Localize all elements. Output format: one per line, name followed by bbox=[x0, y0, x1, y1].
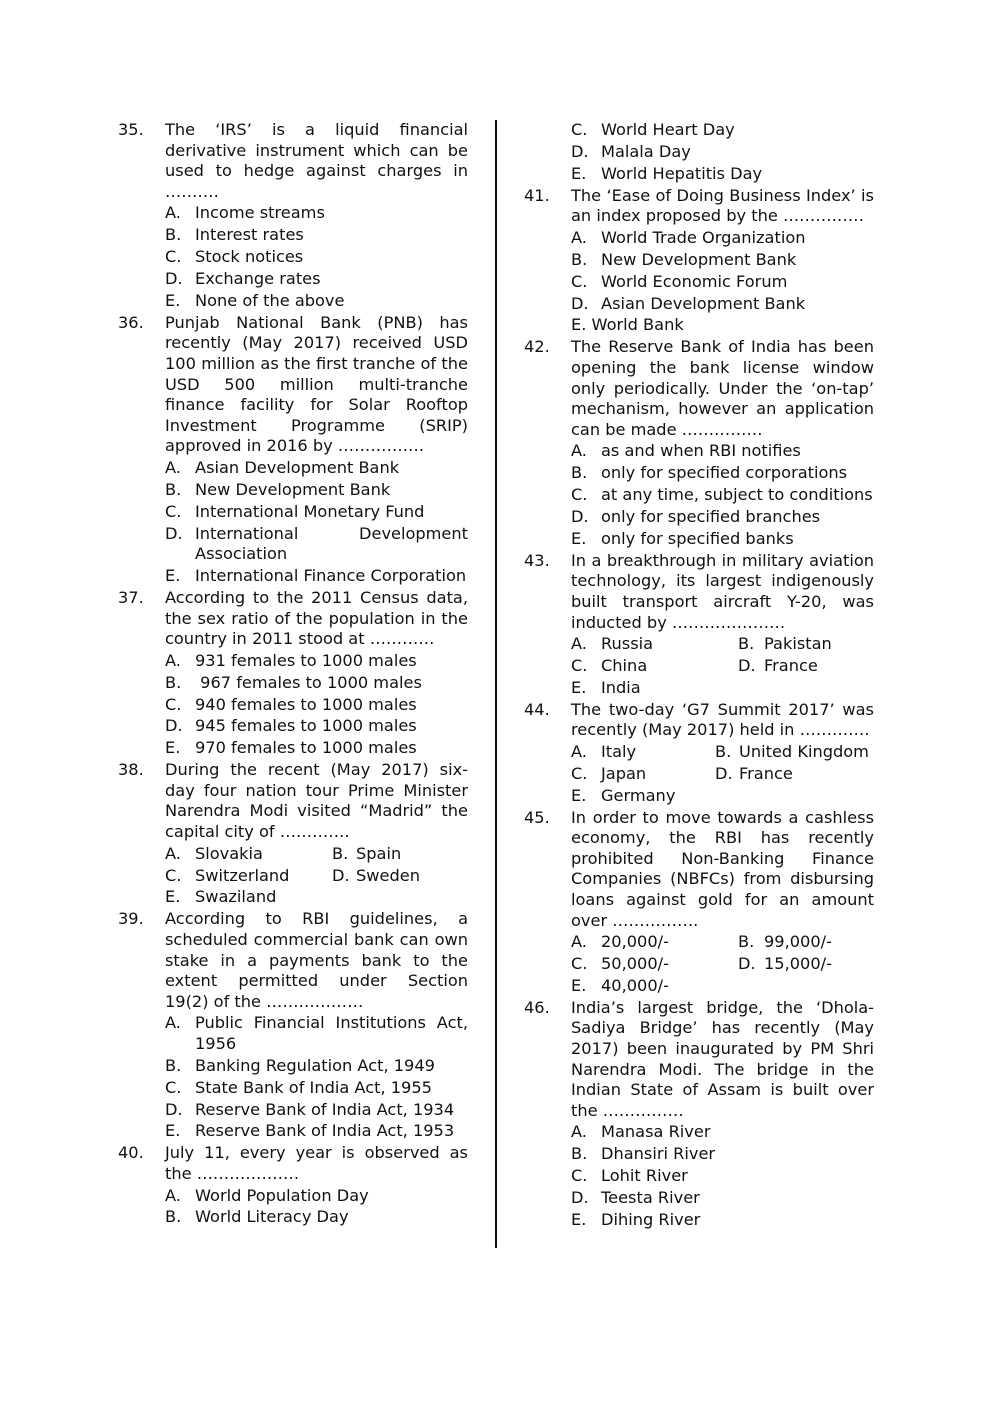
options-40-continued bbox=[571, 120, 874, 184]
option-letter: B. bbox=[165, 479, 182, 499]
option-d bbox=[165, 716, 468, 737]
option-b bbox=[715, 742, 869, 763]
question-number: 35. bbox=[118, 120, 144, 139]
option-text: France bbox=[764, 656, 818, 675]
option-text: Exchange rates bbox=[195, 269, 321, 289]
option-letter: A. bbox=[571, 634, 587, 654]
option-letter: D. bbox=[165, 269, 183, 289]
question-text: The ‘Ease of Doing Business Index’ is an index proposed by the …………… bbox=[571, 185, 874, 226]
option-text: only for specified corporations bbox=[601, 463, 848, 483]
option-text: 931 females to 1000 males bbox=[195, 650, 417, 670]
option-text: 970 females to 1000 males bbox=[195, 738, 417, 758]
option-letter: C. bbox=[571, 763, 588, 783]
question-number: 44. bbox=[524, 699, 550, 719]
option-e bbox=[165, 887, 468, 908]
options-45 bbox=[571, 932, 874, 996]
option-text: 940 females to 1000 males bbox=[195, 694, 417, 714]
option-c bbox=[165, 1078, 468, 1099]
option-c bbox=[571, 764, 715, 785]
option-d bbox=[738, 954, 832, 975]
left-column bbox=[118, 120, 468, 1229]
option-e bbox=[571, 786, 874, 807]
options-36 bbox=[165, 458, 468, 587]
option-e bbox=[571, 678, 874, 699]
option-e bbox=[165, 566, 468, 587]
options-42 bbox=[571, 441, 874, 549]
question-43 bbox=[524, 551, 874, 633]
option-letter: A. bbox=[571, 932, 587, 952]
option-text: 20,000/- bbox=[601, 932, 669, 952]
option-text: Asian Development Bank bbox=[601, 293, 806, 313]
option-d bbox=[571, 294, 874, 315]
option-e: E. World Bank bbox=[571, 315, 684, 335]
option-b bbox=[165, 225, 468, 246]
option-letter: B. bbox=[165, 1207, 182, 1227]
option-text: State Bank of India Act, 1955 bbox=[195, 1077, 432, 1097]
option-text: Germany bbox=[601, 785, 676, 805]
option-text: Banking Regulation Act, 1949 bbox=[195, 1055, 435, 1075]
question-number: 37. bbox=[118, 588, 144, 608]
options-39 bbox=[165, 1013, 468, 1142]
option-text: 15,000/- bbox=[764, 954, 832, 974]
option-b bbox=[738, 932, 832, 953]
option-d bbox=[165, 269, 468, 290]
question-44 bbox=[524, 700, 874, 741]
question-text: During the recent (May 2017) six-day four nation tour Prime Minister Narendra Modi visited “Madrid” the capital city of …………. bbox=[165, 760, 468, 842]
question-text: The Reserve Bank of India has been opening the bank license window only periodically. Under the ‘on-tap’ mechanism, however an application can be made …………… bbox=[571, 337, 874, 439]
question-number: 42. bbox=[524, 337, 550, 357]
question-number: 38. bbox=[118, 760, 144, 780]
option-letter: C. bbox=[571, 120, 588, 139]
option-row bbox=[571, 634, 874, 655]
option-letter: E. bbox=[571, 677, 587, 697]
question-37 bbox=[118, 588, 468, 650]
option-letter: B. bbox=[571, 1144, 588, 1164]
option-text: New Development Bank bbox=[195, 479, 391, 499]
option-letter: C. bbox=[165, 247, 182, 267]
option-letter: C. bbox=[571, 485, 588, 505]
option-e bbox=[571, 529, 874, 550]
option-c bbox=[571, 656, 738, 677]
option-text: 99,000/- bbox=[764, 932, 832, 952]
option-d bbox=[738, 656, 818, 677]
option-letter: C. bbox=[571, 271, 588, 291]
options-35 bbox=[165, 203, 468, 311]
option-text: Manasa River bbox=[601, 1122, 711, 1142]
option-a bbox=[571, 932, 738, 953]
option-b bbox=[738, 634, 832, 655]
option-letter: B. bbox=[571, 249, 588, 269]
question-42 bbox=[524, 337, 874, 440]
option-letter: D. bbox=[165, 1099, 183, 1119]
option-row bbox=[571, 656, 874, 677]
option-letter: A. bbox=[165, 457, 181, 477]
option-a bbox=[165, 1013, 468, 1054]
option-a bbox=[165, 1186, 468, 1207]
option-c bbox=[571, 272, 874, 293]
option-text: Dihing River bbox=[601, 1210, 701, 1229]
option-row bbox=[165, 866, 468, 887]
option-letter: E. bbox=[165, 887, 181, 907]
question-number: 46. bbox=[524, 997, 550, 1017]
option-letter: A. bbox=[165, 1013, 181, 1033]
option-text: Spain bbox=[356, 843, 402, 863]
option-text: Stock notices bbox=[195, 247, 304, 267]
option-letter: B. bbox=[165, 225, 182, 245]
option-text: only for specified branches bbox=[601, 506, 821, 526]
option-a bbox=[571, 228, 874, 249]
option-c bbox=[165, 247, 468, 268]
option-d bbox=[332, 866, 420, 887]
option-c bbox=[571, 954, 738, 975]
option-text: World Economic Forum bbox=[601, 271, 788, 291]
option-text: World Population Day bbox=[195, 1185, 369, 1205]
question-number: 41. bbox=[524, 185, 550, 205]
option-text: Reserve Bank of India Act, 1953 bbox=[195, 1121, 455, 1141]
option-text: Pakistan bbox=[764, 634, 832, 654]
question-number: 43. bbox=[524, 550, 550, 570]
option-c bbox=[165, 695, 468, 716]
option-a bbox=[165, 458, 468, 479]
option-letter: A. bbox=[571, 1122, 587, 1142]
option-text: Malala Day bbox=[601, 141, 691, 161]
option-d bbox=[165, 1100, 468, 1121]
option-row bbox=[165, 844, 468, 865]
option-row bbox=[571, 954, 874, 975]
option-e bbox=[571, 1210, 874, 1231]
option-text: International Finance Corporation bbox=[195, 566, 467, 586]
option-text: United Kingdom bbox=[739, 741, 869, 761]
options-38 bbox=[165, 844, 468, 908]
option-d bbox=[165, 524, 468, 565]
option-letter: D. bbox=[571, 1188, 589, 1208]
options-37 bbox=[165, 651, 468, 759]
option-b bbox=[571, 1144, 874, 1165]
option-text: Asian Development Bank bbox=[195, 457, 400, 477]
option-letter: B. bbox=[165, 1055, 182, 1075]
options-44 bbox=[571, 742, 874, 806]
option-letter: E. bbox=[571, 975, 587, 995]
question-41 bbox=[524, 186, 874, 227]
option-letter: E. bbox=[571, 528, 587, 548]
question-text: The ‘IRS’ is a liquid financial derivative instrument which can be used to hedge against charges in ………. bbox=[165, 120, 468, 201]
question-text: July 11, every year is observed as the ………………. bbox=[165, 1143, 468, 1183]
option-letter: E. bbox=[165, 290, 181, 310]
option-c bbox=[165, 502, 468, 523]
option-e bbox=[165, 1121, 468, 1142]
option-letter: E. bbox=[571, 785, 587, 805]
option-letter: E. bbox=[165, 1121, 181, 1141]
option-letter: E. bbox=[571, 163, 587, 183]
option-letter: A. bbox=[571, 227, 587, 247]
option-text: Teesta River bbox=[601, 1188, 700, 1208]
option-text: Public Financial Institutions Act, 1956 bbox=[195, 1013, 468, 1053]
option-letter: D. bbox=[332, 865, 350, 885]
option-letter: B. bbox=[571, 463, 588, 483]
option-text: 50,000/- bbox=[601, 954, 669, 974]
question-40 bbox=[118, 1143, 468, 1184]
option-text: World Trade Organization bbox=[601, 227, 806, 247]
option-text: New Development Bank bbox=[601, 249, 797, 269]
option-text: Slovakia bbox=[195, 843, 263, 863]
question-39 bbox=[118, 909, 468, 1012]
option-letter: D. bbox=[571, 293, 589, 313]
option-row bbox=[571, 742, 874, 763]
option-letter: C. bbox=[165, 694, 182, 714]
question-36 bbox=[118, 313, 468, 457]
option-letter: B. bbox=[738, 932, 755, 952]
option-text: France bbox=[739, 763, 793, 783]
option-c bbox=[571, 485, 874, 506]
option-text: Switzerland bbox=[195, 865, 290, 885]
option-a bbox=[571, 634, 738, 655]
option-d bbox=[571, 142, 874, 163]
option-text: Swaziland bbox=[195, 887, 277, 907]
option-row bbox=[571, 932, 874, 953]
options-40 bbox=[165, 1186, 468, 1228]
option-letter: D. bbox=[571, 506, 589, 526]
option-text: 945 females to 1000 males bbox=[195, 716, 417, 736]
question-number: 36. bbox=[118, 312, 144, 332]
option-e bbox=[165, 291, 468, 312]
options-41 bbox=[571, 228, 874, 336]
option-letter: A. bbox=[165, 203, 181, 223]
question-text: The two-day ‘G7 Summit 2017’ was recently (May 2017) held in …………. bbox=[571, 699, 874, 740]
option-letter: E. bbox=[165, 566, 181, 586]
option-e bbox=[571, 976, 874, 997]
option-b bbox=[165, 673, 468, 694]
option-b bbox=[165, 1056, 468, 1077]
question-text: Punjab National Bank (PNB) has recently (May 2017) received USD 100 million as the first tranche of the USD 500 million multi-tranche finance facility for Solar Rooftop Investment Programme (SRIP) approved in 2016 by ……………. bbox=[165, 312, 468, 456]
option-a bbox=[165, 203, 468, 224]
question-46 bbox=[524, 998, 874, 1122]
option-letter: A. bbox=[165, 1185, 181, 1205]
option-text: at any time, subject to conditions bbox=[601, 485, 873, 505]
option-b bbox=[332, 844, 401, 865]
option-d bbox=[571, 1188, 874, 1209]
option-b bbox=[571, 463, 874, 484]
option-letter: D. bbox=[715, 763, 733, 783]
question-38 bbox=[118, 760, 468, 842]
option-letter: C. bbox=[165, 865, 182, 885]
option-letter: D. bbox=[165, 523, 183, 543]
option-letter: A. bbox=[165, 843, 181, 863]
option-a bbox=[571, 441, 874, 462]
options-46 bbox=[571, 1122, 874, 1230]
option-letter: E. bbox=[571, 1210, 587, 1229]
option-text: India bbox=[601, 677, 641, 697]
option-text: Interest rates bbox=[195, 225, 304, 245]
option-letter: D. bbox=[738, 656, 756, 675]
question-number: 45. bbox=[524, 807, 550, 827]
option-text: World Hepatitis Day bbox=[601, 163, 763, 183]
question-text: In a breakthrough in military aviation technology, its largest indigenously built transport aircraft Y-20, was inducted by ………………… bbox=[571, 550, 874, 632]
option-e bbox=[165, 738, 468, 759]
option-text: Japan bbox=[601, 763, 647, 783]
option-text: Italy bbox=[601, 741, 637, 761]
option-text: as and when RBI notifies bbox=[601, 441, 801, 461]
option-letter: A. bbox=[571, 741, 587, 761]
option-text: Russia bbox=[601, 634, 654, 654]
option-c bbox=[165, 866, 332, 887]
option-letter: C. bbox=[165, 1077, 182, 1097]
option-letter: E. bbox=[165, 738, 181, 758]
option-a bbox=[571, 742, 715, 763]
option-c bbox=[571, 1166, 874, 1187]
option-letter: B. bbox=[738, 634, 755, 654]
option-letter: C. bbox=[571, 954, 588, 974]
option-a bbox=[571, 1122, 874, 1143]
option-text: World Heart Day bbox=[601, 120, 735, 139]
options-43 bbox=[571, 634, 874, 698]
option-text: only for specified banks bbox=[601, 528, 794, 548]
option-text: International Monetary Fund bbox=[195, 501, 425, 521]
question-text: In order to move towards a cashless economy, the RBI has recently prohibited Non-Banking Finance Companies (NBFCs) from disbursing loans against gold for an amount over ……………. bbox=[571, 807, 874, 930]
option-text: World Literacy Day bbox=[195, 1207, 349, 1227]
option-letter: D. bbox=[738, 954, 756, 974]
option-letter: B. bbox=[715, 741, 732, 761]
option-letter: B. bbox=[332, 843, 349, 863]
option-text: China bbox=[601, 656, 648, 675]
option-b bbox=[165, 1207, 468, 1228]
option-letter: C. bbox=[571, 1166, 588, 1186]
option-text: Sweden bbox=[356, 865, 420, 885]
option-text: Dhansiri River bbox=[601, 1144, 716, 1164]
option-text: 967 females to 1000 males bbox=[195, 672, 422, 692]
question-text: According to RBI guidelines, a scheduled commercial bank can own stake in a payments bank to the extent permitted under Section 19(2) of the ……………… bbox=[165, 909, 468, 1011]
option-letter: A. bbox=[165, 650, 181, 670]
question-number: 40. bbox=[118, 1143, 144, 1163]
option-text: Reserve Bank of India Act, 1934 bbox=[195, 1099, 455, 1119]
question-45 bbox=[524, 808, 874, 932]
question-number: 39. bbox=[118, 909, 144, 929]
question-text: According to the 2011 Census data, the sex ratio of the population in the country in 2011 stood at ………… bbox=[165, 588, 468, 649]
option-text: None of the above bbox=[195, 290, 345, 310]
question-35 bbox=[118, 120, 468, 202]
option-text: International Development Association bbox=[195, 523, 468, 564]
option-letter: B. bbox=[165, 672, 182, 692]
option-e bbox=[571, 164, 874, 185]
option-text: Lohit River bbox=[601, 1166, 688, 1186]
option-b bbox=[571, 250, 874, 271]
option-a bbox=[165, 844, 332, 865]
option-text: 40,000/- bbox=[601, 975, 669, 995]
option-text: Income streams bbox=[195, 203, 325, 223]
option-letter: D. bbox=[571, 141, 589, 161]
option-letter: C. bbox=[165, 501, 182, 521]
option-letter: D. bbox=[165, 716, 183, 736]
option-row bbox=[571, 764, 874, 785]
option-d bbox=[715, 764, 793, 785]
question-text: India’s largest bridge, the ‘Dhola-Sadiya Bridge’ has recently (May 2017) been inaugurated by PM Shri Narendra Modi. The bridge in the Indian State of Assam is built over the …………… bbox=[571, 997, 874, 1120]
option-letter: A. bbox=[571, 441, 587, 461]
column-divider bbox=[495, 120, 497, 1248]
option-d bbox=[571, 507, 874, 528]
option-a bbox=[165, 651, 468, 672]
option-b bbox=[165, 480, 468, 501]
option-letter: C. bbox=[571, 656, 588, 675]
option-c bbox=[571, 120, 874, 141]
right-column bbox=[524, 120, 874, 1232]
